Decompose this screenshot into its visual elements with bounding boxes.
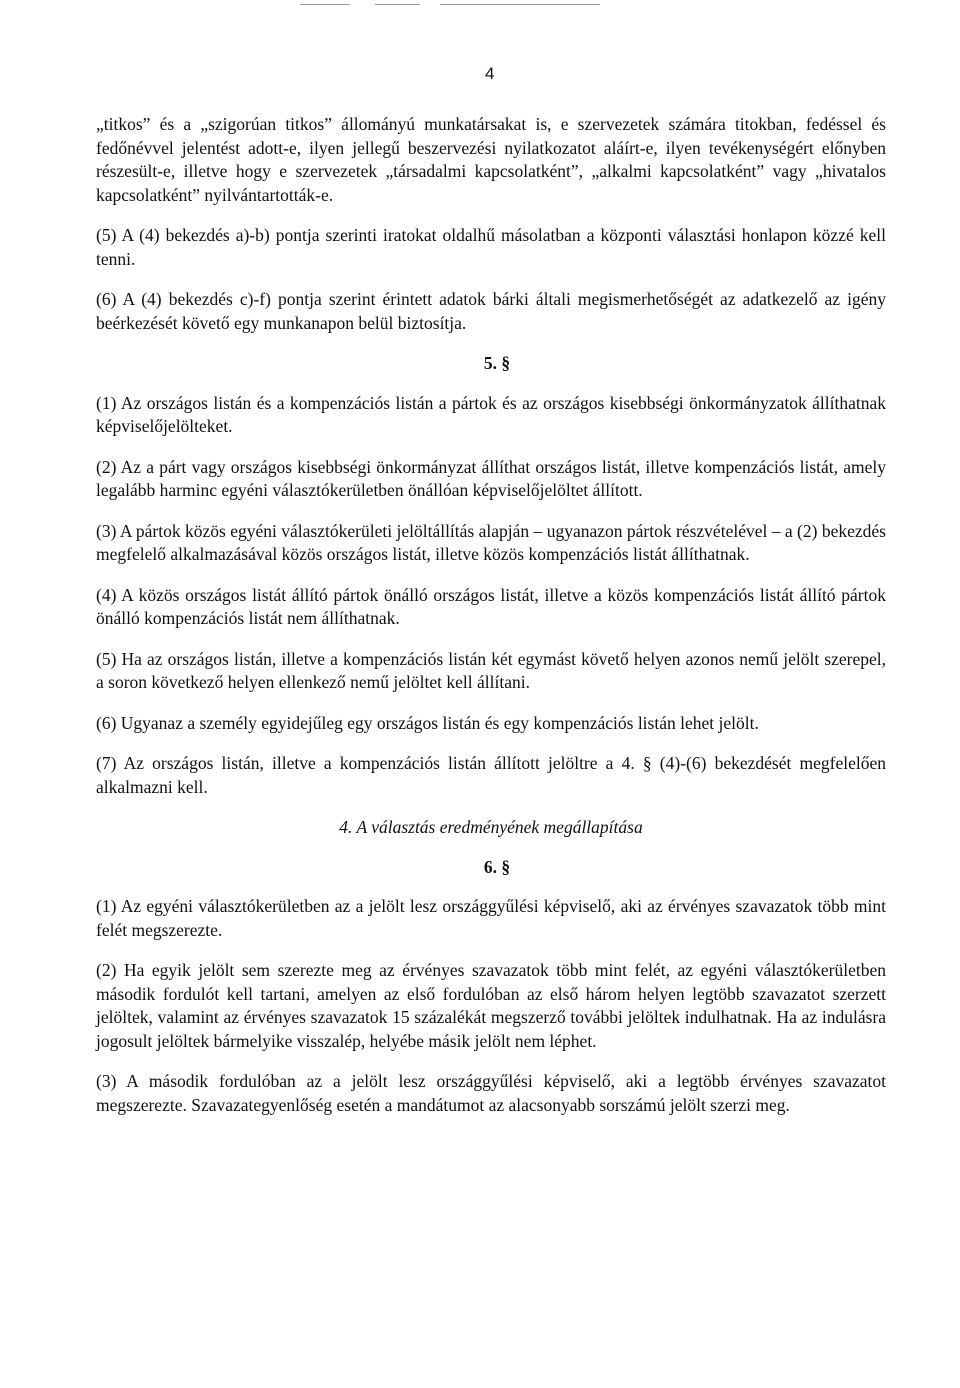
page-number: 4: [485, 64, 495, 83]
para-5-5: (5) Ha az országos listán, illetve a kompenzációs listán két egymást követő helyen azonos nemű jelölt szerepel, a soron következő helyen ellenkező nemű jelöltet kell állítani.: [96, 648, 886, 692]
para-4-5: (5) A (4) bekezdés a)-b) pontja szerinti iratokat oldalhű másolatban a központi választási honlapon közzé kell tenni.: [96, 225, 886, 269]
scan-artifact-line: [300, 4, 350, 5]
para-6-3: (3) A második fordulóban az a jelölt lesz országgyűlési képviselő, aki a legtöbb érvényes szavazatot megszerezte. Szavazategyenlőség esetén a mandátumot az alacsonyabb sorszámú jelölt szerzi meg.: [96, 1071, 886, 1115]
para-6-1: (1) Az egyéni választókerületben az a jelölt lesz országgyűlési képviselő, aki az érvényes szavazatok több mint felét megszerezte.: [96, 896, 886, 940]
para-5-4: (4) A közös országos listát állító pártok önálló országos listát, illetve a közös kompenzációs listát állító pártok önálló kompenzációs listát nem állíthatnak.: [96, 584, 886, 628]
para-5-7: (7) Az országos listán, illetve a kompenzációs listán állított jelöltre a 4. § (4)-(6) bekezdését megfelelően alkalmazni kell.: [96, 753, 886, 797]
para-5-1: (1) Az országos listán és a kompenzációs listán a pártok és az országos kisebbségi önkormányzatok állíthatnak képviselőjelölteket.: [96, 392, 886, 436]
scan-artifact-line: [440, 4, 600, 5]
para-6-2: (2) Ha egyik jelölt sem szerezte meg az érvényes szavazatok több mint felét, az egyéni választókerületben második fordulót kell tartani, amelyen az első fordulóban az első három helyen legtöbb szavazatot szerzett jelöltek, valamint az érvényes szavazatok 15 százalékát megszerző további jelöltek indulhatnak. Ha az indulásra jogosult jelöltek bármelyike visszalép, helyébe másik jelölt nem léphet.: [96, 960, 886, 1051]
document-body: [96, 113, 886, 1117]
scan-artifact-line: [375, 4, 420, 5]
section-5-heading: 5. §: [483, 353, 511, 373]
section-6-heading: 6. §: [483, 856, 511, 877]
chapter-4-title: 4. A választás eredményének megállapítása: [339, 817, 643, 837]
para-continuation: „titkos” és a „szigorúan titkos” állományú munkatársakat is, e szervezetek számára titokban, fedéssel és fedőnévvel jelentést adott-e, ilyen jellegű beszervezési nyilatkozatot aláírt-e, ilyen tevékenységért előnyben részesült-e, illetve hogy e szervezetek „társadalmi kapcsolatként”, „alkalmi kapcsolatként” vagy „hivatalos kapcsolatként” nyilvántartották-e.: [96, 114, 886, 205]
para-5-2: (2) Az a párt vagy országos kisebbségi önkormányzat állíthat országos listát, illetve kompenzációs listát, amely legalább harminc egyéni választókerületben önállóan képviselőjelöltet állított.: [96, 456, 886, 500]
para-4-6: (6) A (4) bekezdés c)-f) pontja szerint érintett adatok bárki általi megismerhetőségét az adatkezelő az igény beérkezését követő egy munkanapon belül biztosítja.: [96, 289, 886, 333]
para-5-3: (3) A pártok közös egyéni választókerületi jelöltállítás alapján – ugyanazon pártok részvételével – a (2) bekezdés megfelelő alkalmazásával közös országos listát, illetve közös kompenzációs listát állíthatnak.: [96, 520, 886, 564]
para-5-6: (6) Ugyanaz a személy egyidejűleg egy országos listán és egy kompenzációs listán lehet jelölt.: [96, 712, 759, 733]
